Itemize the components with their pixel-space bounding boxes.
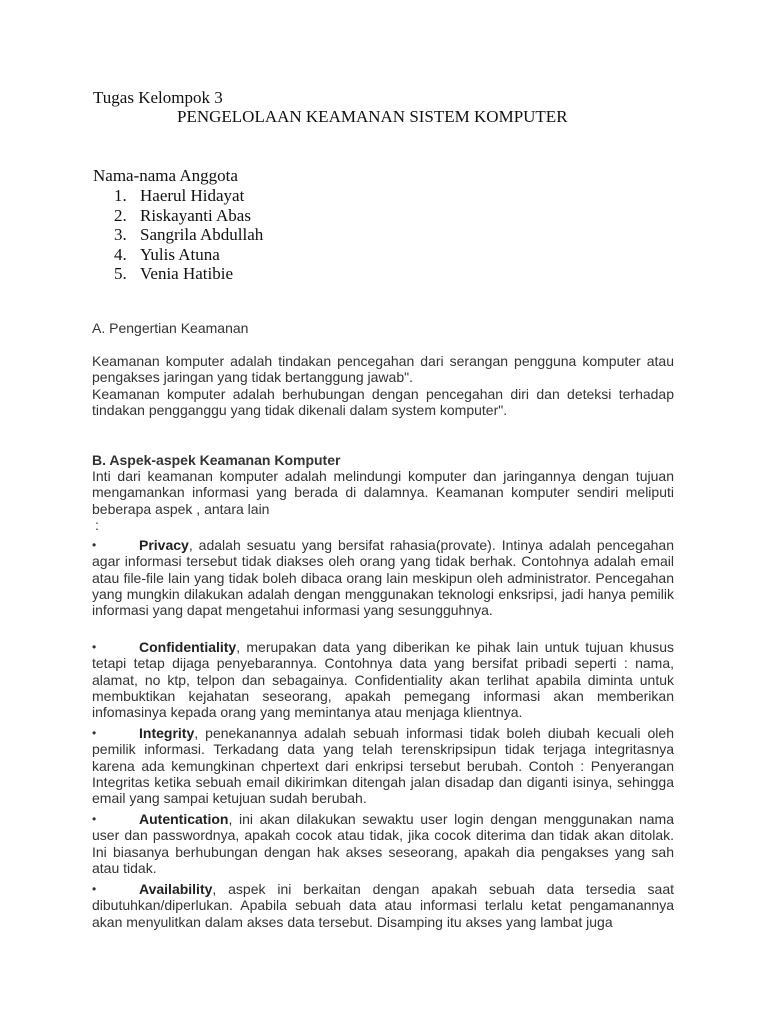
group-label: Tugas Kelompok 3: [93, 88, 223, 107]
aspect-term: Confidentiality: [139, 639, 237, 655]
aspect-term: Autentication: [139, 811, 229, 827]
list-number: 1.: [114, 186, 127, 205]
members-list: [114, 186, 263, 284]
bullet-icon: •: [92, 882, 97, 896]
list-number: 2.: [114, 205, 127, 225]
list-number: 3.: [114, 225, 127, 244]
bullet-icon: •: [92, 538, 97, 552]
list-item: [114, 225, 263, 245]
section-b-heading: B. Aspek-aspek Keamanan Komputer: [92, 452, 341, 468]
list-item: [114, 206, 263, 226]
list-item: [114, 186, 263, 206]
member-name: Haerul Hidayat: [140, 186, 245, 205]
list-item: [92, 725, 674, 806]
aspect-text: , aspek ini berkaitan dengan apakah sebuah data tersedia saat dibutuhkan/diperlukan. Apabila sebuah data atau informasi terlalu ketat pengamanannya akan menyulitkan dalam akses data tersebut. Disamping itu akses yang lambat juga: [92, 881, 674, 930]
list-item: [92, 537, 674, 618]
list-item: [114, 245, 263, 265]
aspect-text: , adalah sesuatu yang bersifat rahasia(provate). Intinya adalah pencegahan agar informasi tersebut tidak diakses oleh orang yang tidak berhak. Contohnya adalah email atau file-file lain yang tidak boleh dibaca orang lain meskipun oleh administrator. Pencegahan yang mungkin dilakukan adalah dengan menggunakan teknologi enksripsi, jadi hanya pemilik informasi yang dapat mengetahui informasi yang sesungguhnya.: [92, 537, 674, 619]
list-item: [92, 639, 674, 720]
aspect-text: , merupakan data yang diberikan ke pihak lain untuk tujuan khusus tetapi tetap dijaga penyebarannya. Contohnya data yang bersifat pribadi seperti : nama, alamat, no ktp, telpon dan sebagainya. Confidentiality akan terlihat apabila diminta untuk membuktikan kejahatan seseorang, apakah pemegang informasi akan memberikan infomasinya kepada orang yang memintanya atau menjaga klientnya.: [92, 639, 674, 721]
list-number: 5.: [114, 264, 127, 283]
aspect-term: Integrity: [139, 725, 195, 741]
member-name: Sangrila Abdullah: [140, 225, 264, 244]
bullet-icon: •: [92, 726, 97, 740]
bullet-icon: •: [92, 640, 97, 654]
list-item: [114, 264, 263, 284]
aspect-term: Availability: [139, 881, 213, 897]
document-title: PENGELOLAAN KEAMANAN SISTEM KOMPUTER: [177, 107, 568, 126]
member-name: Venia Hatibie: [140, 264, 233, 283]
member-name: Yulis Atuna: [140, 244, 220, 264]
intro-colon: :: [95, 517, 99, 533]
list-item: [92, 881, 674, 930]
list-number: 4.: [114, 244, 127, 264]
list-item: [92, 811, 674, 876]
section-a-heading: A. Pengertian Keamanan: [92, 320, 249, 336]
bullet-icon: •: [92, 812, 97, 826]
aspect-text: , penekanannya adalah sebuah informasi tidak boleh diubah kecuali oleh pemilik informasi. Terkadang data yang telah terenskripsipun tidak terjaga integritasnya karena ada kemungkinan chpertext dari enkripsi tersebut berubah. Contoh : Penyerangan Integritas ketika sebuah email dikirimkan ditengah jalan disadap dan diganti isinya, sehingga email yang sampai ketujuan sudah berubah.: [92, 725, 674, 807]
member-name: Riskayanti Abas: [140, 205, 251, 225]
section-a-body: [92, 353, 674, 418]
members-heading: Nama-nama Anggota: [93, 166, 238, 185]
paragraph: Keamanan komputer adalah berhubungan dengan pencegahan diri dan deteksi terhadap tindakan pengganggu yang tidak dikenali dalam system komputer".: [92, 385, 674, 418]
paragraph: Keamanan komputer adalah tindakan pencegahan dari serangan pengguna komputer atau pengakses jaringan yang tidak bertanggung jawab".: [92, 353, 674, 386]
section-b-intro: Inti dari keamanan komputer adalah melindungi komputer dan jaringannya dengan tujuan mengamankan informasi yang berada di dalamnya. Keamanan komputer sendiri meliputi beberapa aspek , antara lain: [92, 468, 674, 517]
aspect-text: , ini akan dilakukan sewaktu user login dengan menggunakan nama user dan passwordnya, apakah cocok atau tidak, jika cocok diterima dan tidak akan ditolak. Ini biasanya berhubungan dengan hak akses seseorang, apakah dia pengakses yang sah atau tidak.: [92, 811, 674, 876]
aspect-term: Privacy: [139, 537, 189, 553]
